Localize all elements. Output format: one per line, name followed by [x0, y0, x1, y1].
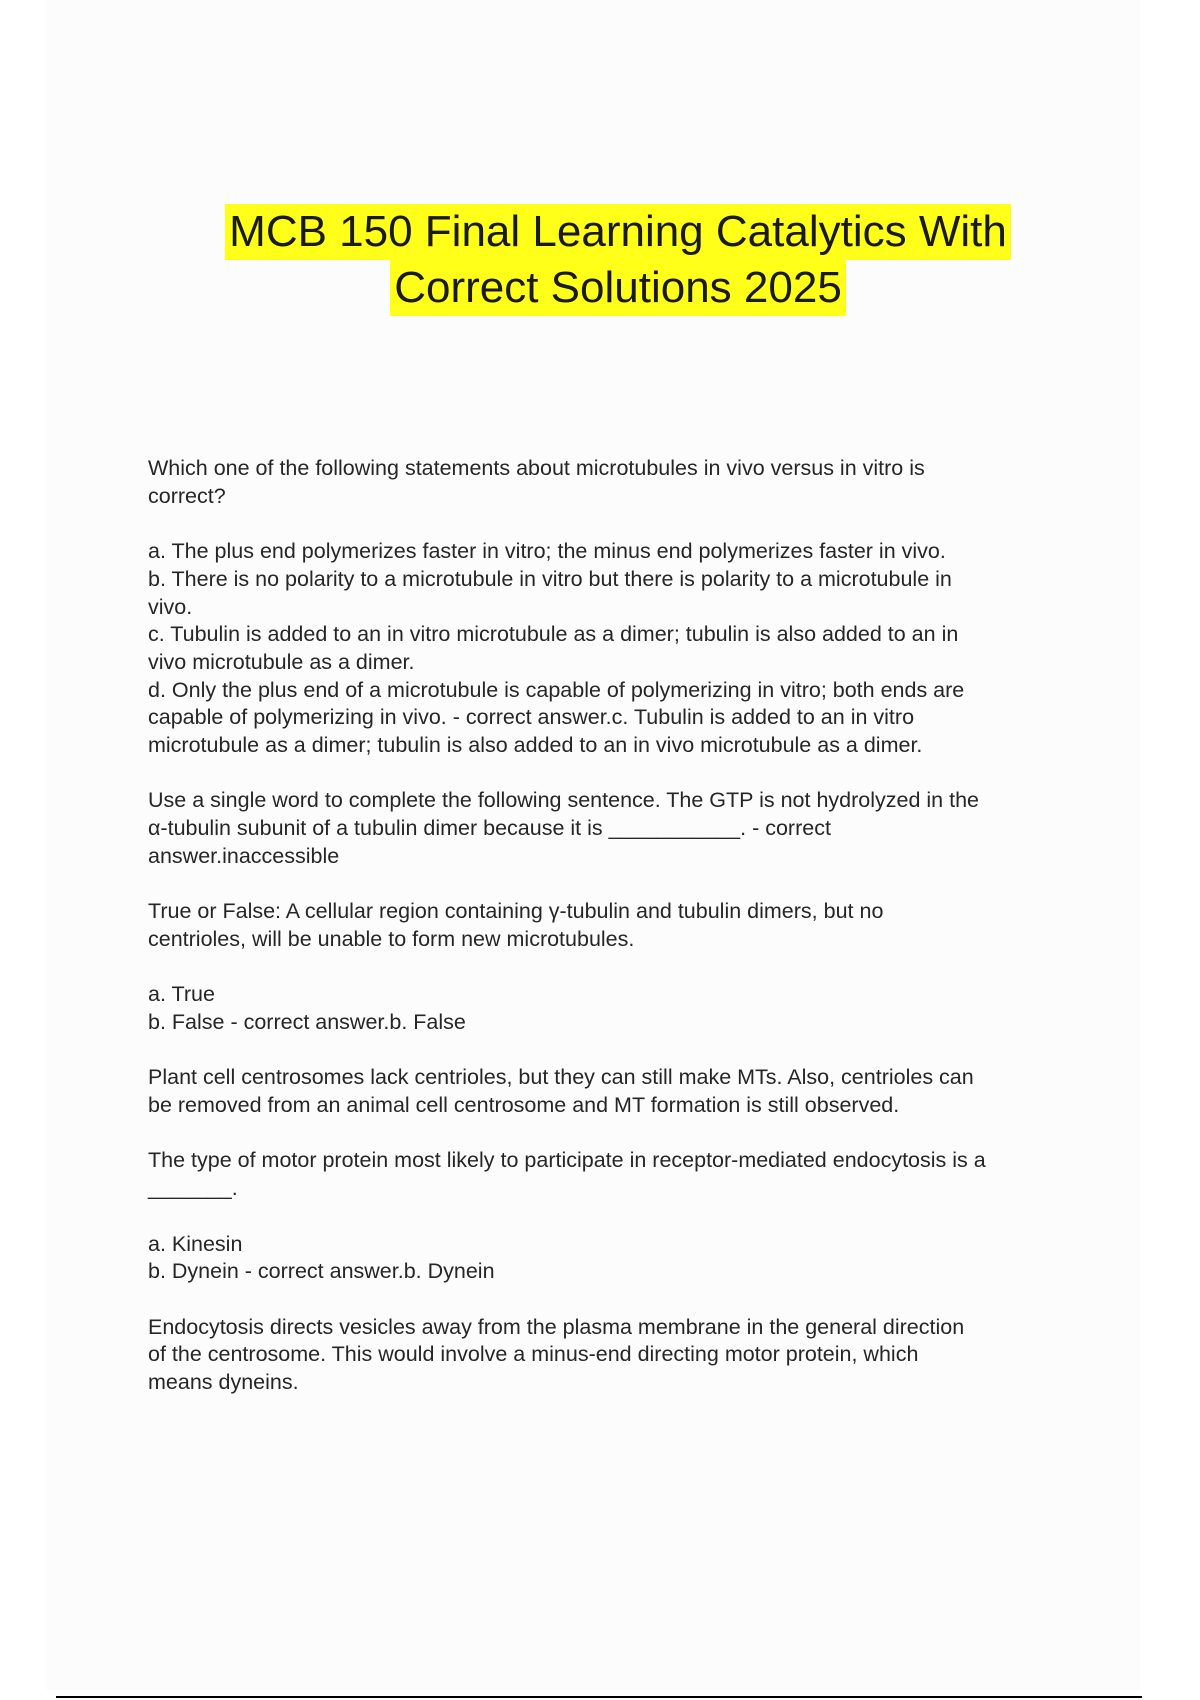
text-line: c. Tubulin is added to an in vitro microtubule as a dimer; tubulin is also added to an in [148, 622, 959, 647]
text-line: d. Only the plus end of a microtubule is capable of polymerizing in vitro; both ends are [148, 677, 965, 702]
question-2 [148, 787, 1098, 870]
document-body [148, 455, 1098, 1424]
title-line: MCB 150 Final Learning Catalytics With [225, 204, 1011, 260]
text-line: means dyneins. [148, 1370, 299, 1395]
text-line: answer.inaccessible [148, 843, 340, 868]
question-3 [148, 898, 1098, 953]
question-3-explanation [148, 1064, 1098, 1119]
text-line: True or False: A cellular region containing γ-tubulin and tubulin dimers, but no [148, 899, 884, 924]
text-line: centrioles, will be unable to form new microtubules. [148, 926, 635, 951]
text-line: a. The plus end polymerizes faster in vitro; the minus end polymerizes faster in vivo. [148, 539, 946, 564]
text-line: α-tubulin subunit of a tubulin dimer because it is ___________. - correct [148, 816, 831, 841]
question-1 [148, 455, 1098, 510]
text-line: a. True [148, 982, 215, 1007]
text-line: be removed from an animal cell centrosome and MT formation is still observed. [148, 1093, 900, 1118]
text-line: Plant cell centrosomes lack centrioles, but they can still make MTs. Also, centrioles can [148, 1065, 974, 1090]
text-line: b. Dynein - correct answer.b. Dynein [148, 1259, 495, 1284]
text-line: b. There is no polarity to a microtubule in vitro but there is polarity to a microtubule in [148, 566, 952, 591]
text-line: Endocytosis directs vesicles away from the plasma membrane in the general direction [148, 1314, 965, 1339]
question-3-options [148, 981, 1098, 1036]
text-line: Which one of the following statements about microtubules in vivo versus in vitro is [148, 456, 925, 480]
text-line: capable of polymerizing in vivo. - correct answer.c. Tubulin is added to an in vitro [148, 705, 915, 730]
text-line: correct? [148, 483, 226, 508]
question-4-options [148, 1231, 1098, 1286]
text-line: of the centrosome. This would involve a minus-end directing motor protein, which [148, 1342, 919, 1367]
text-line: Use a single word to complete the following sentence. The GTP is not hydrolyzed in the [148, 788, 979, 813]
page-bottom-rule [56, 1696, 1142, 1698]
text-line: vivo microtubule as a dimer. [148, 649, 415, 674]
text-line: The type of motor protein most likely to participate in receptor-mediated endocytosis is a [148, 1148, 986, 1173]
question-1-options [148, 538, 1098, 760]
text-line: a. Kinesin [148, 1231, 243, 1256]
text-line: vivo. [148, 594, 193, 619]
question-4-explanation [148, 1314, 1098, 1397]
text-line: b. False - correct answer.b. False [148, 1010, 466, 1034]
title-line: Correct Solutions 2025 [390, 260, 846, 316]
text-line: microtubule as a dimer; tubulin is also added to an in vivo microtubule as a dimer. [148, 733, 923, 758]
document-title [0, 204, 1200, 316]
text-line: _______. [148, 1176, 238, 1201]
question-4 [148, 1147, 1098, 1202]
